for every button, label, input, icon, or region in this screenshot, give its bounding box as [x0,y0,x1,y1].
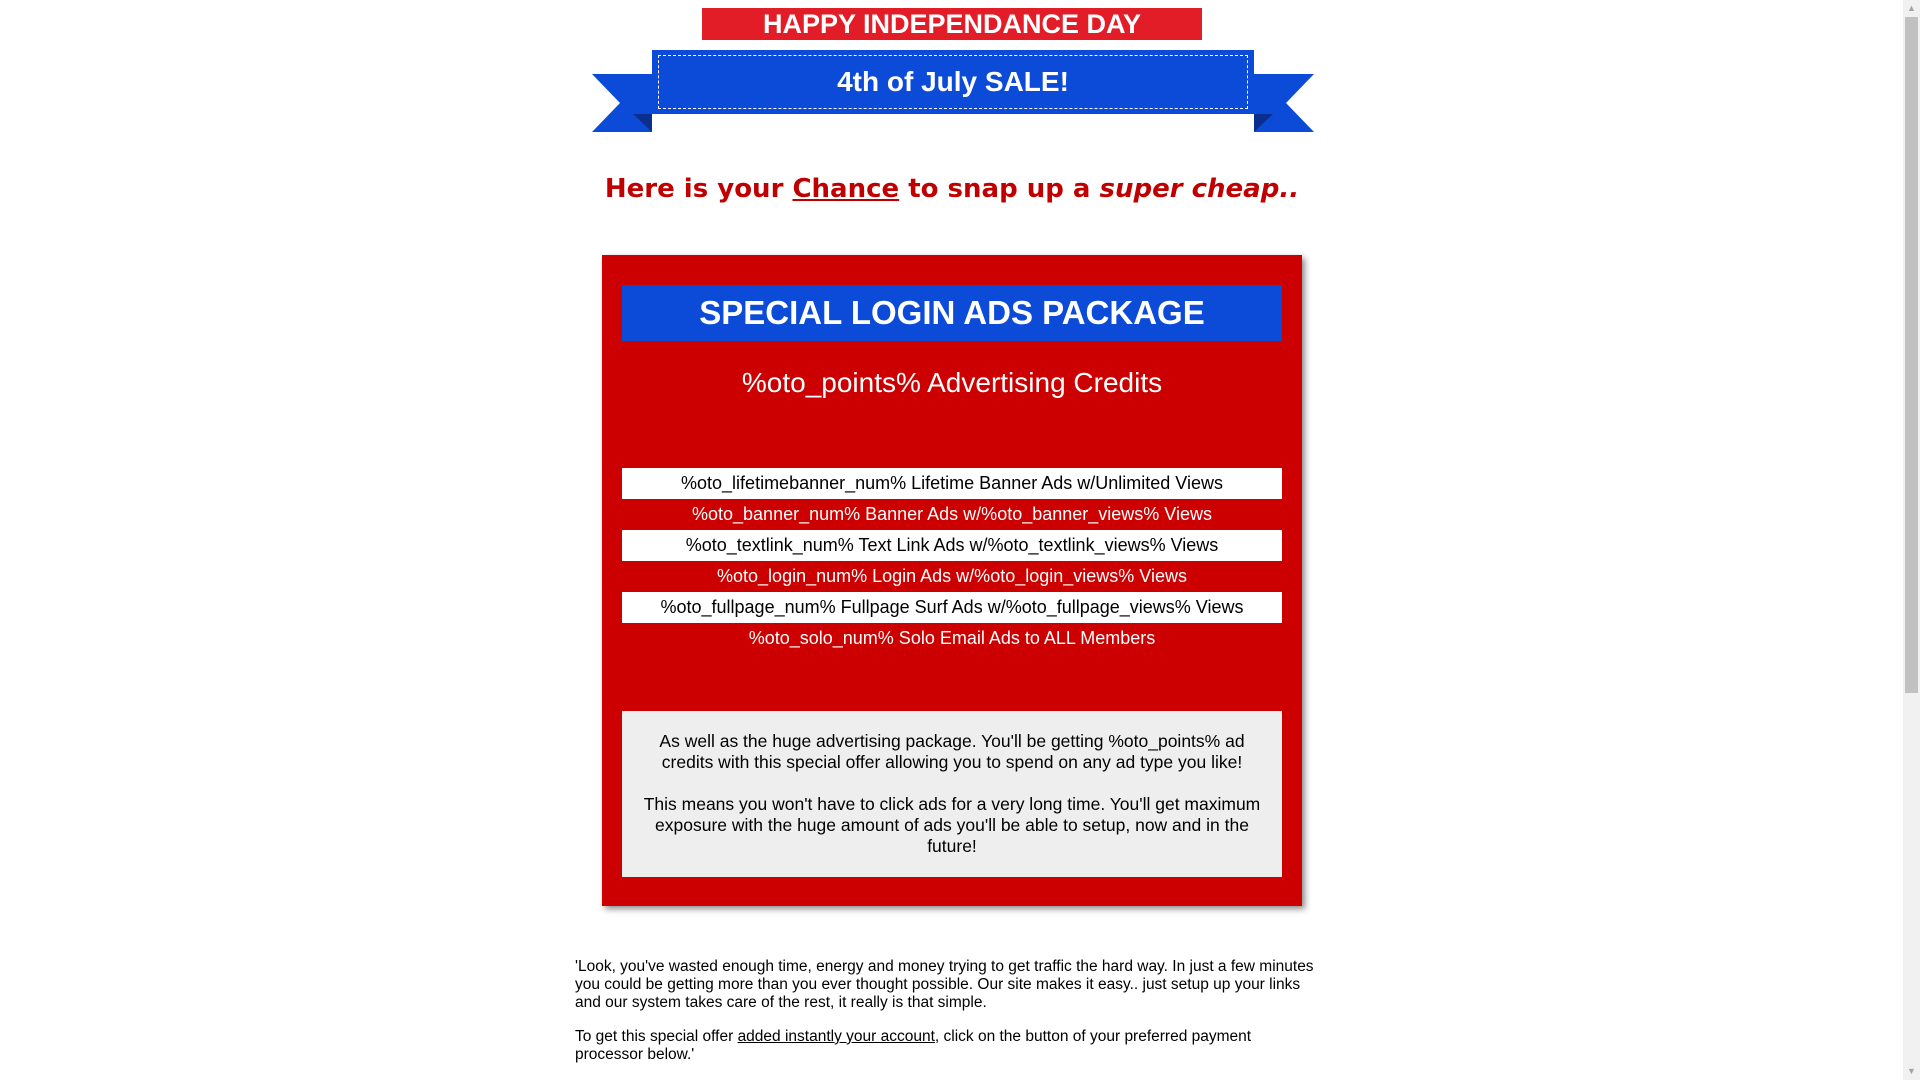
info-paragraph-credits: As well as the huge advertising package. You'll be getting %oto_points% ad credits with this special offer allowing you to spend on any ad type you like! [659,731,1245,772]
scroll-down-arrow-icon[interactable]: ▼ [1907,1066,1916,1076]
offer-suffix: , click on the button of your preferred payment processor below.' [575,1028,1252,1063]
sale-ribbon [592,50,1314,134]
feature-banner-ads: %oto_banner_num% Banner Ads w/%oto_banner_views% Views [622,499,1282,530]
offer-prefix: To get this special offer [575,1028,738,1045]
body-paragraph-offer [575,1028,1315,1064]
feature-lifetime-banner: %oto_lifetimebanner_num% Lifetime Banner Ads w/Unlimited Views [622,468,1282,499]
package-title: SPECIAL LOGIN ADS PACKAGE [622,285,1282,341]
vertical-scrollbar[interactable] [1903,0,1920,1080]
feature-text-link-ads: %oto_textlink_num% Text Link Ads w/%oto_textlink_views% Views [622,530,1282,561]
ribbon-body [652,50,1254,114]
feature-fullpage-ads: %oto_fullpage_num% Fullpage Surf Ads w/%oto_fullpage_views% Views [622,592,1282,623]
package-box [602,255,1302,906]
scroll-up-arrow-icon[interactable]: ▲ [1907,3,1916,13]
ribbon-text: 4th of July SALE! [658,55,1248,109]
tagline-middle: to snap up a [899,174,1100,204]
feature-list [622,468,1282,654]
body-copy [575,958,1315,1080]
package-credits: %oto_points% Advertising Credits [741,367,1163,398]
scrollbar-thumb[interactable] [1905,17,1918,693]
tagline-emphasis: super cheap.. [1099,174,1300,204]
feature-login-ads: %oto_login_num% Login Ads w/%oto_login_views% Views [622,561,1282,592]
body-paragraph-intro: 'Look, you've wasted enough time, energy and money trying to get traffic the hard way. In just a few minutes you could be getting more than you ever thought possible. Our site makes it easy.. just setup up your links and our system takes care of the rest, it really is that simple. [575,958,1314,1011]
feature-solo-email-ads: %oto_solo_num% Solo Email Ads to ALL Members [622,623,1282,654]
independence-day-banner: HAPPY INDEPENDANCE DAY [702,8,1202,40]
tagline [0,172,1904,206]
package-info-box [622,711,1282,877]
added-instantly-link[interactable]: added instantly your account [737,1028,935,1045]
tagline-prefix: Here is your [604,174,793,204]
tagline-chance-link[interactable]: Chance [792,174,900,204]
info-paragraph-exposure: This means you won't have to click ads for a very long time. You'll get maximum exposure with the huge amount of ads you'll be able to setup, now and in the future! [643,794,1261,856]
